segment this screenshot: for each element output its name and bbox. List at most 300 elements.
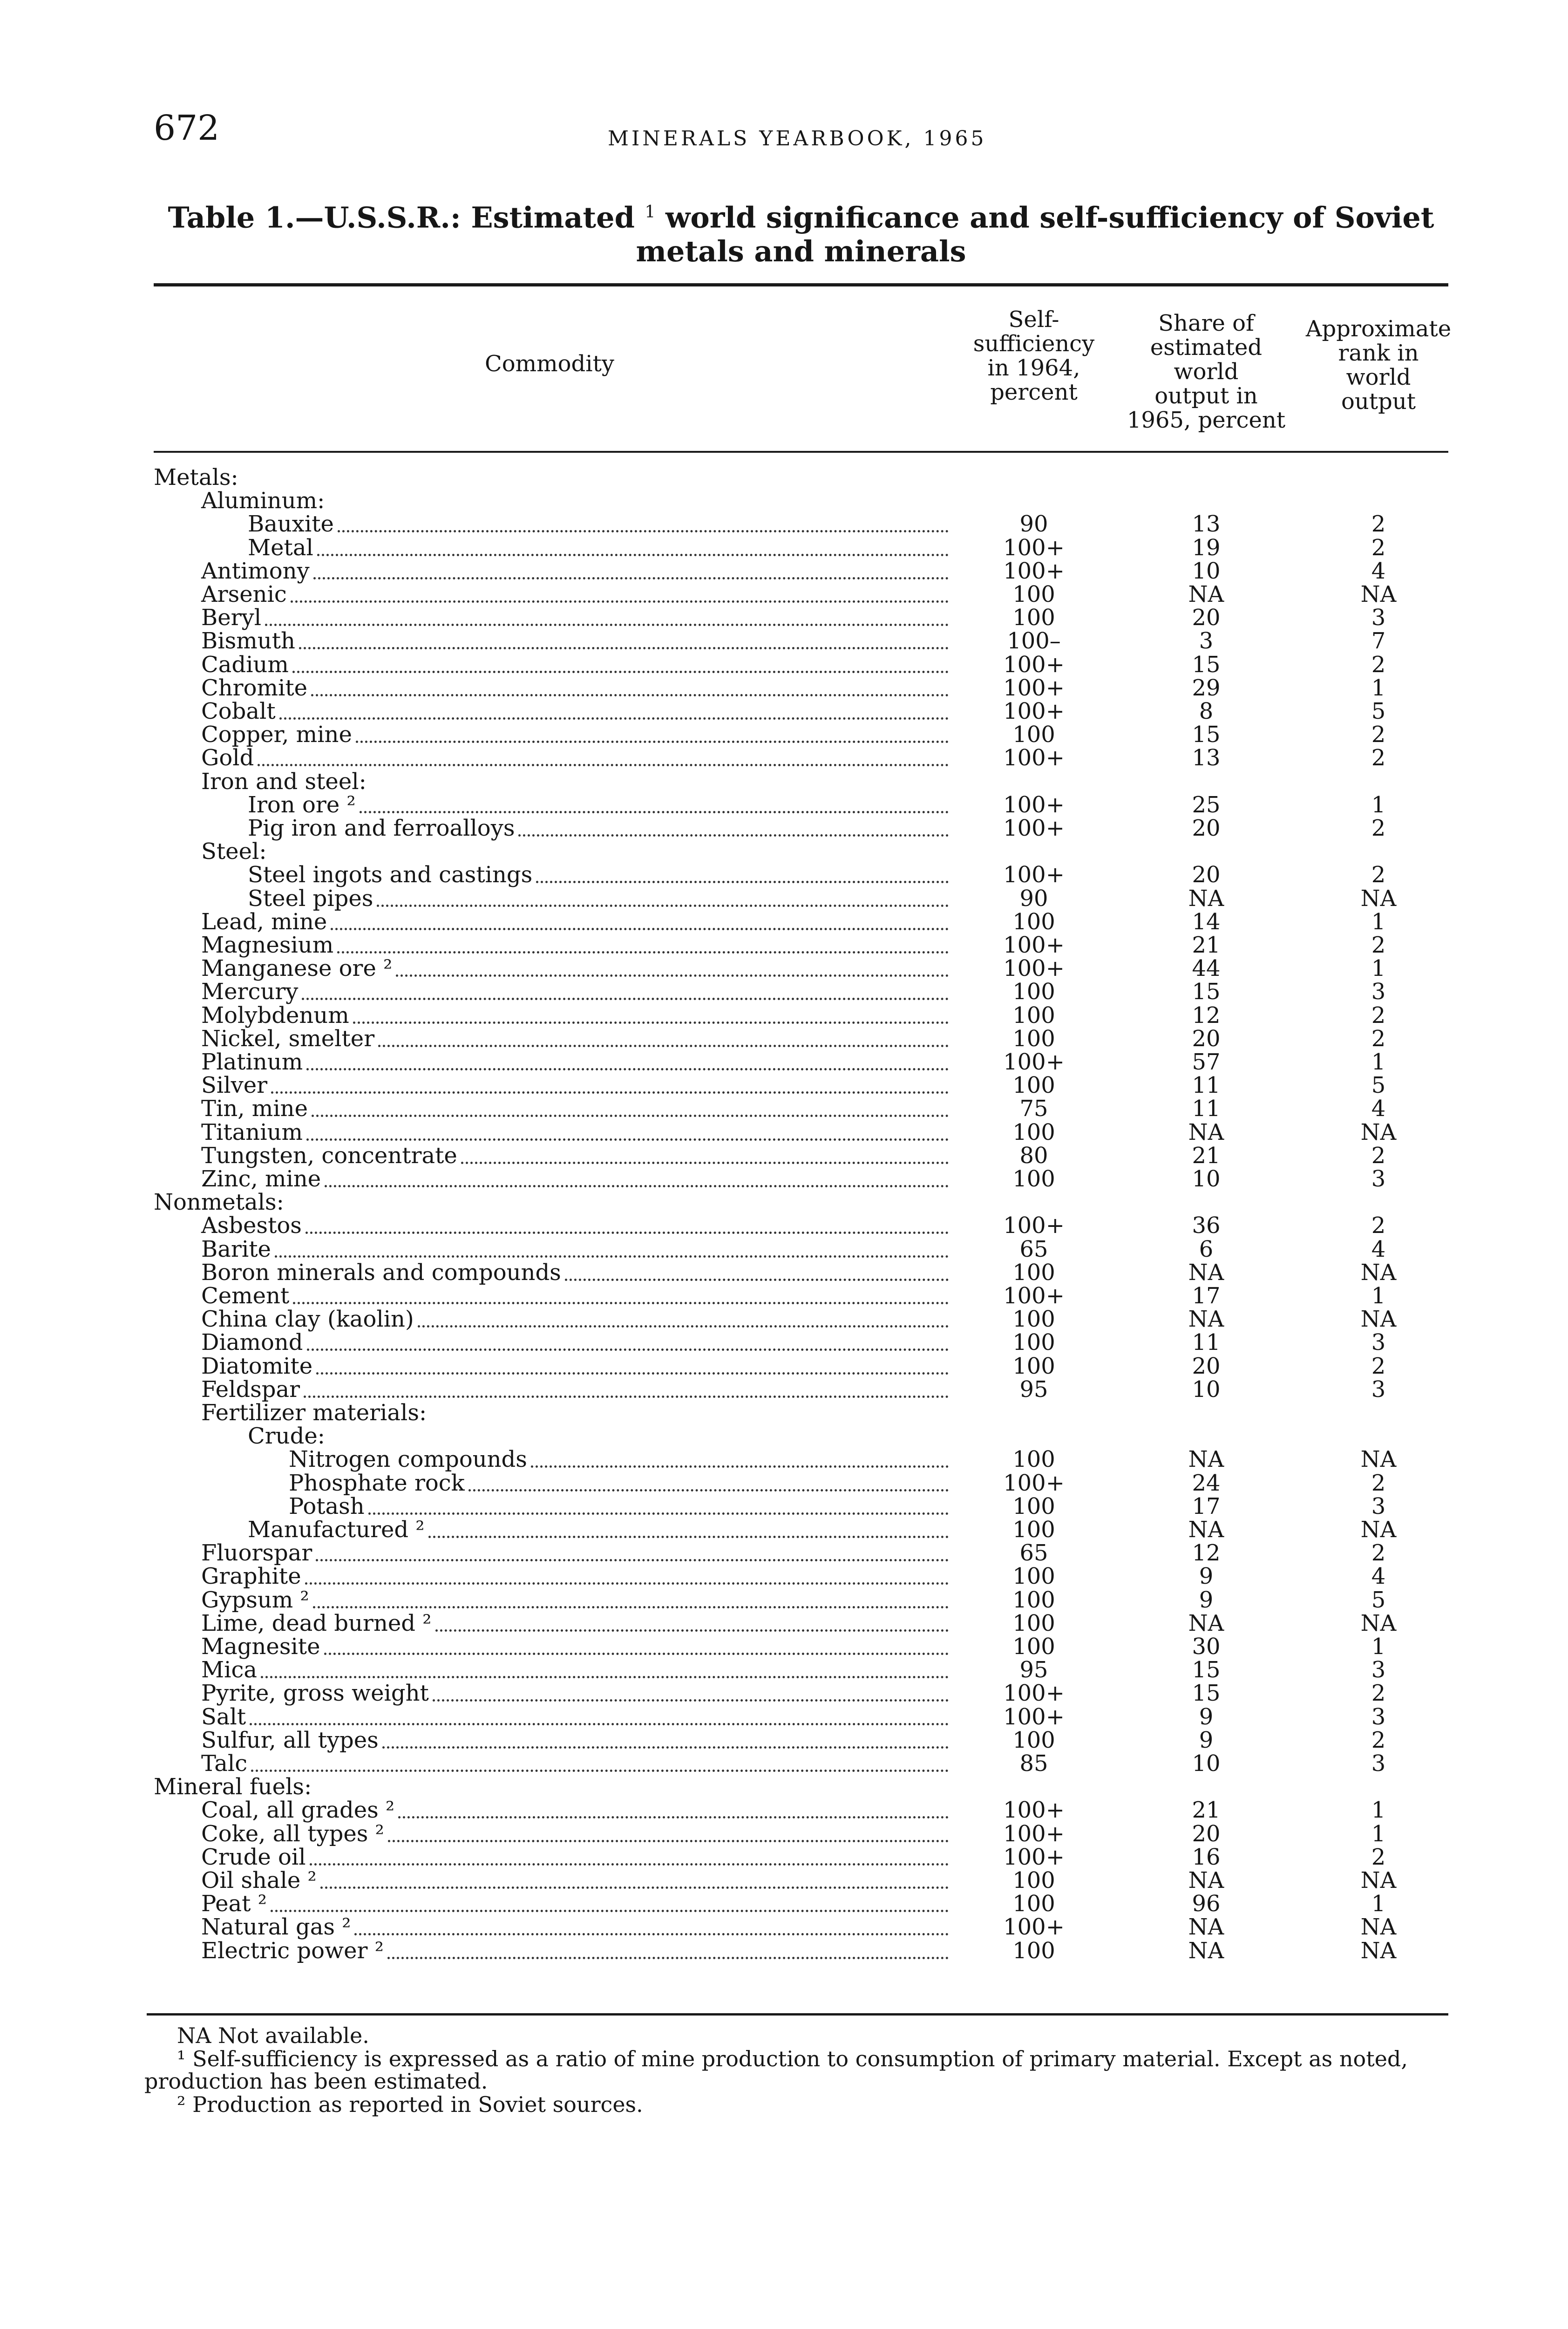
table-row (0, 793, 1568, 817)
world-rank-value: 2 (1371, 1727, 1386, 1753)
commodity-label: China clay (kaolin) (201, 1306, 414, 1333)
world-share-value: 24 (1192, 1470, 1221, 1496)
table-row (0, 723, 1568, 746)
self-sufficiency-value: 95 (1019, 1376, 1048, 1403)
self-sufficiency-value: 100– (1007, 628, 1061, 654)
self-sufficiency-value: 100+ (1003, 1049, 1065, 1075)
world-share-value: NA (1188, 1867, 1224, 1893)
world-share-value: NA (1188, 1610, 1224, 1636)
self-sufficiency-value: 65 (1019, 1540, 1048, 1566)
self-sufficiency-value: 100+ (1003, 1914, 1065, 1941)
commodity-label: Molybdenum (201, 1002, 349, 1028)
dot-leader (279, 715, 949, 720)
dot-leader (356, 738, 949, 743)
footnote-2: ² Production as reported in Soviet sources. (177, 2092, 643, 2117)
world-rank-value: NA (1360, 1610, 1397, 1636)
table-row (0, 1331, 1568, 1354)
table-row (0, 583, 1568, 606)
self-sufficiency-value: 100+ (1003, 1797, 1065, 1824)
commodity-label: Iron ore ² (248, 791, 356, 818)
world-rank-value: 2 (1371, 1025, 1386, 1052)
self-sufficiency-value: 100+ (1003, 791, 1065, 818)
world-share-value: 21 (1192, 1797, 1221, 1824)
world-rank-value: 2 (1371, 722, 1386, 748)
table-row (0, 1588, 1568, 1612)
world-share-value: NA (1188, 1259, 1224, 1286)
commodity-label: Diatomite (201, 1353, 313, 1379)
world-share-value: 15 (1192, 722, 1221, 748)
dot-leader (261, 1673, 949, 1678)
world-rank-value: NA (1360, 1119, 1397, 1145)
commodity-label: Natural gas ² (201, 1914, 351, 1941)
world-rank-value: 2 (1371, 534, 1386, 561)
table-row (0, 1097, 1568, 1120)
self-sufficiency-value: 100+ (1003, 1212, 1065, 1239)
commodity-label: Mineral fuels: (154, 1774, 312, 1800)
world-rank-value: 5 (1371, 1072, 1386, 1099)
table-row (0, 1355, 1568, 1378)
commodity-label: Bauxite (248, 511, 334, 538)
footnote-na: NA Not available. (177, 2023, 369, 2048)
dot-leader (435, 1627, 949, 1632)
dot-leader (251, 1767, 949, 1772)
commodity-label: Mica (201, 1657, 257, 1683)
world-share-value: 13 (1192, 745, 1221, 771)
self-sufficiency-value: 80 (1019, 1142, 1048, 1169)
dot-leader (468, 1486, 949, 1491)
world-rank-value: 3 (1371, 1493, 1386, 1519)
world-share-value: 20 (1192, 1820, 1221, 1847)
dot-leader (299, 644, 949, 649)
dot-leader (531, 1463, 949, 1468)
world-share-value: 11 (1192, 1096, 1221, 1122)
world-rank-value: 3 (1371, 1657, 1386, 1683)
commodity-label: Lead, mine (201, 908, 327, 935)
dot-leader (461, 1159, 949, 1164)
table-row (0, 1518, 1568, 1541)
table-row (0, 840, 1568, 863)
commodity-label: Tungsten, concentrate (201, 1142, 457, 1169)
commodity-label: Steel: (201, 838, 267, 865)
commodity-label: Gypsum ² (201, 1587, 309, 1613)
commodity-label: Sulfur, all types (201, 1727, 379, 1753)
table-row (0, 1939, 1568, 1962)
world-rank-value: 2 (1371, 1470, 1386, 1496)
table-row (0, 887, 1568, 910)
world-share-value: 57 (1192, 1049, 1221, 1075)
world-share-value: 11 (1192, 1329, 1221, 1356)
dot-leader (291, 598, 949, 603)
world-share-value: 10 (1192, 558, 1221, 584)
table-row (0, 653, 1568, 676)
self-sufficiency-value: 100+ (1003, 698, 1065, 724)
table-row (0, 1191, 1568, 1214)
world-rank-value: 1 (1371, 791, 1386, 818)
world-rank-value: 1 (1371, 955, 1386, 982)
commodity-label: Fertilizer materials: (201, 1400, 427, 1426)
table-row (0, 863, 1568, 886)
world-rank-value: NA (1360, 1867, 1397, 1893)
table-row (0, 1658, 1568, 1682)
world-rank-value: 5 (1371, 1587, 1386, 1613)
dot-leader (258, 761, 949, 766)
table-row (0, 1214, 1568, 1237)
world-rank-value: 4 (1371, 1236, 1386, 1262)
world-rank-value: 3 (1371, 605, 1386, 631)
self-sufficiency-value: 100+ (1003, 815, 1065, 841)
world-rank-value: 2 (1371, 511, 1386, 538)
table-row (0, 1050, 1568, 1074)
self-sufficiency-value: 100+ (1003, 534, 1065, 561)
dot-leader (320, 1884, 949, 1889)
table-row (0, 1612, 1568, 1635)
table-row (0, 1869, 1568, 1892)
self-sufficiency-value: 100+ (1003, 558, 1065, 584)
world-share-value: 17 (1192, 1283, 1221, 1309)
table-row (0, 1424, 1568, 1448)
world-share-value: 3 (1199, 628, 1214, 654)
commodity-label: Graphite (201, 1563, 301, 1590)
table-row (0, 910, 1568, 933)
world-rank-value: 2 (1371, 932, 1386, 958)
world-rank-value: 2 (1371, 1680, 1386, 1707)
commodity-label: Zinc, mine (201, 1166, 321, 1192)
table-row (0, 1635, 1568, 1658)
footnote-1: ¹ Self-sufficiency is expressed as a ratio of mine production to consumption of primary material. Except as noted, (177, 2046, 1408, 2071)
world-rank-value: 2 (1371, 651, 1386, 678)
commodity-label: Fluorspar (201, 1540, 312, 1566)
table-row (0, 466, 1568, 489)
self-sufficiency-value: 100 (1012, 1353, 1055, 1379)
world-share-value: 8 (1199, 698, 1214, 724)
table-row (0, 817, 1568, 840)
commodity-label: Phosphate rock (289, 1470, 465, 1496)
world-share-value: 9 (1199, 1703, 1214, 1730)
world-share-value: 21 (1192, 1142, 1221, 1169)
column-header-self-sufficiency: Self- sufficiency in 1964, percent (973, 306, 1095, 405)
world-rank-value: 3 (1371, 1750, 1386, 1777)
dot-leader (338, 527, 949, 532)
commodity-label: Antimony (201, 558, 310, 584)
dot-leader (292, 668, 949, 673)
world-share-value: 13 (1192, 511, 1221, 538)
self-sufficiency-value: 75 (1019, 1096, 1048, 1122)
dot-leader (428, 1533, 949, 1538)
dot-leader (306, 1136, 949, 1141)
world-share-value: 20 (1192, 862, 1221, 888)
world-share-value: 17 (1192, 1493, 1221, 1519)
world-share-value: 6 (1199, 1236, 1214, 1262)
self-sufficiency-value: 100 (1012, 1306, 1055, 1333)
commodity-label: Pyrite, gross weight (201, 1680, 429, 1707)
world-share-value: 12 (1192, 1540, 1221, 1566)
commodity-label: Nitrogen compounds (289, 1446, 527, 1473)
world-rank-value: 1 (1371, 1283, 1386, 1309)
dot-leader (354, 1930, 949, 1935)
self-sufficiency-value: 100+ (1003, 1680, 1065, 1707)
self-sufficiency-value: 100 (1012, 1610, 1055, 1636)
table-row (0, 700, 1568, 723)
table-row (0, 1798, 1568, 1822)
self-sufficiency-value: 100 (1012, 581, 1055, 607)
commodity-label: Gold (201, 745, 254, 771)
self-sufficiency-value: 100 (1012, 1634, 1055, 1660)
self-sufficiency-value: 100 (1012, 1002, 1055, 1028)
dot-leader (313, 574, 949, 579)
world-share-value: 15 (1192, 651, 1221, 678)
commodity-label: Coal, all grades ² (201, 1797, 395, 1824)
self-sufficiency-value: 100+ (1003, 1820, 1065, 1847)
world-rank-value: 2 (1371, 1844, 1386, 1870)
world-share-value: 9 (1199, 1587, 1214, 1613)
commodity-label: Magnesite (201, 1634, 320, 1660)
table-title: Table 1.—U.S.S.R.: Estimated $^1$ world significance and self-sufficiency of Soviet metals and minerals (168, 200, 1434, 268)
world-share-value: NA (1188, 1446, 1224, 1473)
self-sufficiency-value: 100 (1012, 1025, 1055, 1052)
table-row (0, 1027, 1568, 1050)
self-sufficiency-value: 100 (1012, 1329, 1055, 1356)
dot-leader (311, 691, 949, 696)
table-row (0, 957, 1568, 980)
table-row (0, 770, 1568, 793)
self-sufficiency-value: 100+ (1003, 955, 1065, 982)
world-rank-value: NA (1360, 885, 1397, 912)
table-row (0, 1448, 1568, 1471)
world-share-value: 10 (1192, 1376, 1221, 1403)
commodity-label: Manufactured ² (248, 1517, 425, 1543)
world-rank-value: 3 (1371, 1166, 1386, 1192)
world-share-value: 36 (1192, 1212, 1221, 1239)
commodity-label: Electric power ² (201, 1937, 384, 1964)
commodity-label: Metal (248, 534, 313, 561)
world-rank-value: 1 (1371, 908, 1386, 935)
commodity-label: Crude: (248, 1423, 325, 1450)
table-row (0, 1167, 1568, 1191)
world-share-value: NA (1188, 1119, 1224, 1145)
table-row (0, 1401, 1568, 1424)
dot-leader (396, 972, 949, 977)
table-row (0, 1775, 1568, 1798)
self-sufficiency-value: 100 (1012, 908, 1055, 935)
world-rank-value: 3 (1371, 979, 1386, 1005)
world-rank-value: 1 (1371, 1891, 1386, 1917)
self-sufficiency-value: 85 (1019, 1750, 1048, 1777)
commodity-label: Silver (201, 1072, 268, 1099)
world-rank-value: 5 (1371, 698, 1386, 724)
world-rank-value: NA (1360, 1517, 1397, 1543)
world-share-value: 20 (1192, 605, 1221, 631)
table-row (0, 1822, 1568, 1845)
self-sufficiency-value: 100 (1012, 1119, 1055, 1145)
world-share-value: NA (1188, 581, 1224, 607)
world-share-value: 15 (1192, 1680, 1221, 1707)
commodity-label: Talc (201, 1750, 248, 1777)
world-share-value: NA (1188, 1306, 1224, 1333)
dot-leader (305, 1229, 949, 1234)
self-sufficiency-value: 100+ (1003, 745, 1065, 771)
dot-leader (360, 808, 949, 813)
self-sufficiency-value: 100 (1012, 1563, 1055, 1590)
column-header-world-rank: Approximate rank in world output (1305, 316, 1452, 415)
world-share-value: 10 (1192, 1750, 1221, 1777)
dot-leader (353, 1019, 949, 1024)
world-share-value: 12 (1192, 1002, 1221, 1028)
world-share-value: NA (1188, 1517, 1224, 1543)
commodity-label: Asbestos (201, 1212, 302, 1239)
commodity-label: Beryl (201, 605, 262, 631)
table-row (0, 1471, 1568, 1495)
dot-leader (293, 1299, 949, 1304)
world-share-value: 10 (1192, 1166, 1221, 1192)
self-sufficiency-value: 100 (1012, 1587, 1055, 1613)
self-sufficiency-value: 100 (1012, 1072, 1055, 1099)
commodity-label: Mercury (201, 979, 299, 1005)
world-share-value: 29 (1192, 674, 1221, 701)
world-rank-value: NA (1360, 1259, 1397, 1286)
dot-leader (418, 1322, 949, 1328)
world-rank-value: 4 (1371, 1096, 1386, 1122)
world-share-value: NA (1188, 1914, 1224, 1941)
self-sufficiency-value: 100 (1012, 1446, 1055, 1473)
running-title: MINERALS YEARBOOK, 1965 (608, 127, 987, 150)
table-row (0, 1284, 1568, 1308)
world-rank-value: 2 (1371, 1353, 1386, 1379)
self-sufficiency-value: 90 (1019, 511, 1048, 538)
world-rank-value: 1 (1371, 1797, 1386, 1824)
self-sufficiency-value: 100+ (1003, 651, 1065, 678)
table-row (0, 489, 1568, 512)
commodity-label: Copper, mine (201, 722, 352, 748)
world-share-value: 44 (1192, 955, 1221, 982)
header-rule (154, 451, 1448, 453)
dot-leader (305, 1580, 949, 1585)
table-row (0, 1752, 1568, 1775)
world-rank-value: 3 (1371, 1329, 1386, 1356)
commodity-label: Cobalt (201, 698, 276, 724)
table-row (0, 1261, 1568, 1284)
dot-leader (565, 1276, 949, 1281)
self-sufficiency-value: 100 (1012, 1867, 1055, 1893)
world-share-value: NA (1188, 1937, 1224, 1964)
world-share-value: 20 (1192, 1025, 1221, 1052)
world-rank-value: 1 (1371, 1820, 1386, 1847)
table-row (0, 512, 1568, 536)
dot-leader (324, 1650, 949, 1655)
dot-leader (317, 551, 949, 556)
world-rank-value: 1 (1371, 1049, 1386, 1075)
commodity-label: Metals: (154, 464, 238, 490)
dot-leader (313, 1603, 949, 1608)
commodity-label: Bismuth (201, 628, 295, 654)
table-row (0, 1378, 1568, 1401)
table-row (0, 1308, 1568, 1331)
dot-leader (398, 1813, 949, 1818)
table-row (0, 1121, 1568, 1144)
world-rank-value: NA (1360, 581, 1397, 607)
world-share-value: 15 (1192, 1657, 1221, 1683)
dot-leader (316, 1369, 949, 1375)
dot-leader (302, 995, 949, 1000)
world-rank-value: 2 (1371, 1002, 1386, 1028)
table-row (0, 1004, 1568, 1027)
world-rank-value: 3 (1371, 1703, 1386, 1730)
commodity-label: Nonmetals: (154, 1189, 284, 1216)
table-row (0, 1495, 1568, 1518)
commodity-label: Steel ingots and castings (248, 862, 533, 888)
world-share-value: 9 (1199, 1727, 1214, 1753)
table-row (0, 559, 1568, 583)
commodity-label: Diamond (201, 1329, 303, 1356)
dot-leader (325, 1182, 949, 1187)
world-rank-value: 4 (1371, 1563, 1386, 1590)
commodity-label: Tin, mine (201, 1096, 308, 1122)
commodity-label: Aluminum: (201, 488, 325, 514)
dot-leader (518, 831, 949, 837)
world-rank-value: 2 (1371, 862, 1386, 888)
table-row (0, 1682, 1568, 1705)
table-row (0, 746, 1568, 770)
world-share-value: 21 (1192, 932, 1221, 958)
self-sufficiency-value: 100+ (1003, 932, 1065, 958)
dot-leader (265, 621, 949, 626)
dot-leader (304, 1393, 949, 1398)
commodity-label: Pig iron and ferroalloys (248, 815, 515, 841)
commodity-label: Feldspar (201, 1376, 300, 1403)
world-share-value: 96 (1192, 1891, 1221, 1917)
self-sufficiency-value: 100 (1012, 605, 1055, 631)
table-row (0, 1565, 1568, 1588)
dot-leader (382, 1743, 949, 1749)
table-row (0, 933, 1568, 957)
dot-leader (331, 925, 949, 930)
self-sufficiency-value: 100 (1012, 979, 1055, 1005)
self-sufficiency-value: 90 (1019, 885, 1048, 912)
dot-leader (310, 1860, 949, 1866)
dot-leader (378, 1042, 949, 1047)
table-row (0, 1915, 1568, 1939)
table-row (0, 676, 1568, 700)
commodity-label: Iron and steel: (201, 768, 367, 795)
world-rank-value: 2 (1371, 1540, 1386, 1566)
world-share-value: 30 (1192, 1634, 1221, 1660)
self-sufficiency-value: 100 (1012, 722, 1055, 748)
commodity-label: Arsenic (201, 581, 287, 607)
world-rank-value: 2 (1371, 815, 1386, 841)
world-rank-value: NA (1360, 1446, 1397, 1473)
world-share-value: 25 (1192, 791, 1221, 818)
dot-leader (337, 948, 949, 953)
column-header-world-share: Share of estimated world output in 1965, percent (1127, 310, 1286, 433)
table-row (0, 1541, 1568, 1565)
world-rank-value: 1 (1371, 674, 1386, 701)
dot-leader (433, 1696, 949, 1702)
bottom-rule (147, 2013, 1448, 2016)
commodity-label: Crude oil (201, 1844, 306, 1870)
self-sufficiency-value: 100+ (1003, 1844, 1065, 1870)
commodity-label: Platinum (201, 1049, 303, 1075)
dot-leader (275, 1253, 949, 1258)
self-sufficiency-value: 100 (1012, 1727, 1055, 1753)
world-share-value: 14 (1192, 908, 1221, 935)
table-row (0, 606, 1568, 629)
table-row (0, 980, 1568, 1003)
world-share-value: 15 (1192, 979, 1221, 1005)
dot-leader (377, 902, 949, 907)
world-rank-value: 2 (1371, 1142, 1386, 1169)
commodity-label: Potash (289, 1493, 365, 1519)
dot-leader (250, 1720, 949, 1725)
dot-leader (306, 1065, 949, 1070)
